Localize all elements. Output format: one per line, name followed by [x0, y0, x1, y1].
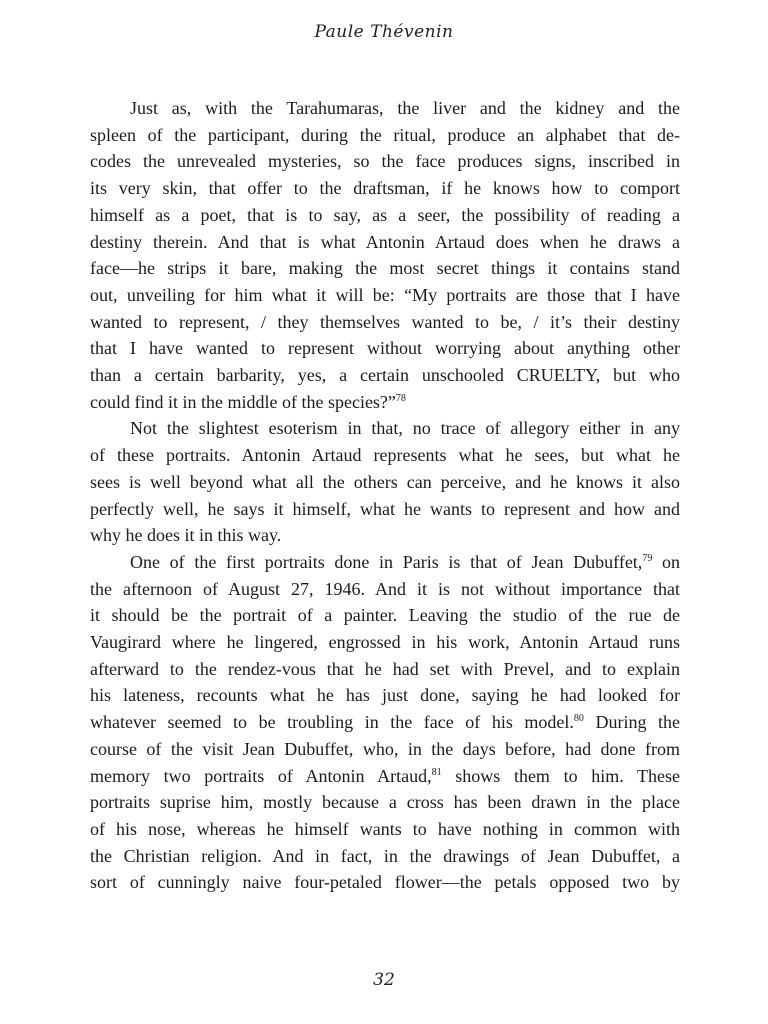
text-line: of his nose, whereas he himself wants to have nothing in common with: [90, 818, 680, 839]
running-head: Paule Thévenin: [314, 22, 454, 42]
paragraph-1: [90, 95, 680, 415]
text-line: sees is well beyond what all the others can perceive, and he knows it also: [90, 471, 680, 492]
text-line: himself as a poet, that is to say, as a seer, the possibility of reading a: [90, 204, 680, 225]
text-segment: could find it in the middle of the species?”: [90, 391, 396, 412]
text-segment: on: [652, 551, 680, 572]
text-line: spleen of the participant, during the ritual, produce an alphabet that de-: [90, 124, 680, 145]
text-line: than a certain barbarity, yes, a certain unschooled CRUELTY, but who: [90, 365, 680, 386]
text-line: afterward to the rendez-vous that he had set with Prevel, and to explain: [90, 658, 680, 679]
text-line: portraits suprise him, mostly because a cross has been drawn in the place: [90, 792, 680, 813]
footnote-ref-79: 79: [642, 552, 653, 564]
text-line: Just as, with the Tarahumaras, the liver and the kidney and the: [130, 98, 680, 118]
paragraph-3: [90, 549, 680, 896]
text-line: destiny therein. And that is what Antonin Artaud does when he draws a: [90, 231, 680, 252]
text-line: [90, 709, 680, 736]
text-line: [90, 549, 680, 576]
footnote-ref-81: 81: [431, 766, 442, 778]
text-segment: One of the first portraits done in Paris is that of Jean Dubuffet,: [130, 551, 643, 572]
text-segment: During the: [583, 712, 680, 733]
text-line: [90, 763, 680, 790]
text-line: [90, 389, 680, 416]
text-line: face—he strips it bare, making the most secret things it contains stand: [90, 258, 680, 279]
text-line: course of the visit Jean Dubuffet, who, in the days before, had done from: [90, 738, 680, 759]
text-line: sort of cunningly naive four-petaled flower—the petals opposed two by: [90, 872, 680, 893]
paragraph-2: [90, 415, 680, 549]
text-segment: shows them to him. These: [441, 765, 681, 786]
text-line: perfectly well, he says it himself, what he wants to represent and how and: [90, 498, 680, 519]
text-line: codes the unrevealed mysteries, so the face produces signs, inscribed in: [90, 151, 680, 172]
body-text: [90, 95, 680, 896]
page-number: 32: [373, 970, 395, 990]
text-line: wanted to represent, / they themselves wanted to be, / it’s their destiny: [90, 311, 680, 332]
footnote-ref-78: 78: [395, 392, 406, 404]
text-line: its very skin, that offer to the draftsman, if he knows how to comport: [90, 178, 680, 199]
text-line: Not the slightest esoterism in that, no trace of allegory either in any: [130, 418, 680, 439]
text-segment: memory two portraits of Antonin Artaud,: [90, 765, 432, 786]
text-line: Vaugirard where he lingered, engrossed in his work, Antonin Artaud runs: [90, 632, 680, 653]
text-line: of these portraits. Antonin Artaud represents what he sees, but what he: [90, 445, 680, 466]
text-line: the Christian religion. And in fact, in the drawings of Jean Dubuffet, a: [90, 845, 680, 866]
text-segment: whatever seemed to be troubling in the face of his model.: [90, 712, 574, 733]
text-line: his lateness, recounts what he has just done, saying he had looked for: [90, 685, 680, 706]
text-line: out, unveiling for him what it will be: “My portraits are those that I have: [90, 284, 680, 305]
text-line: why he does it in this way.: [90, 525, 282, 546]
text-line: that I have wanted to represent without worrying about anything other: [90, 338, 680, 359]
footnote-ref-80: 80: [573, 713, 584, 725]
text-line: it should be the portrait of a painter. Leaving the studio of the rue de: [90, 605, 680, 626]
text-line: the afternoon of August 27, 1946. And it is not without importance that: [90, 578, 680, 599]
